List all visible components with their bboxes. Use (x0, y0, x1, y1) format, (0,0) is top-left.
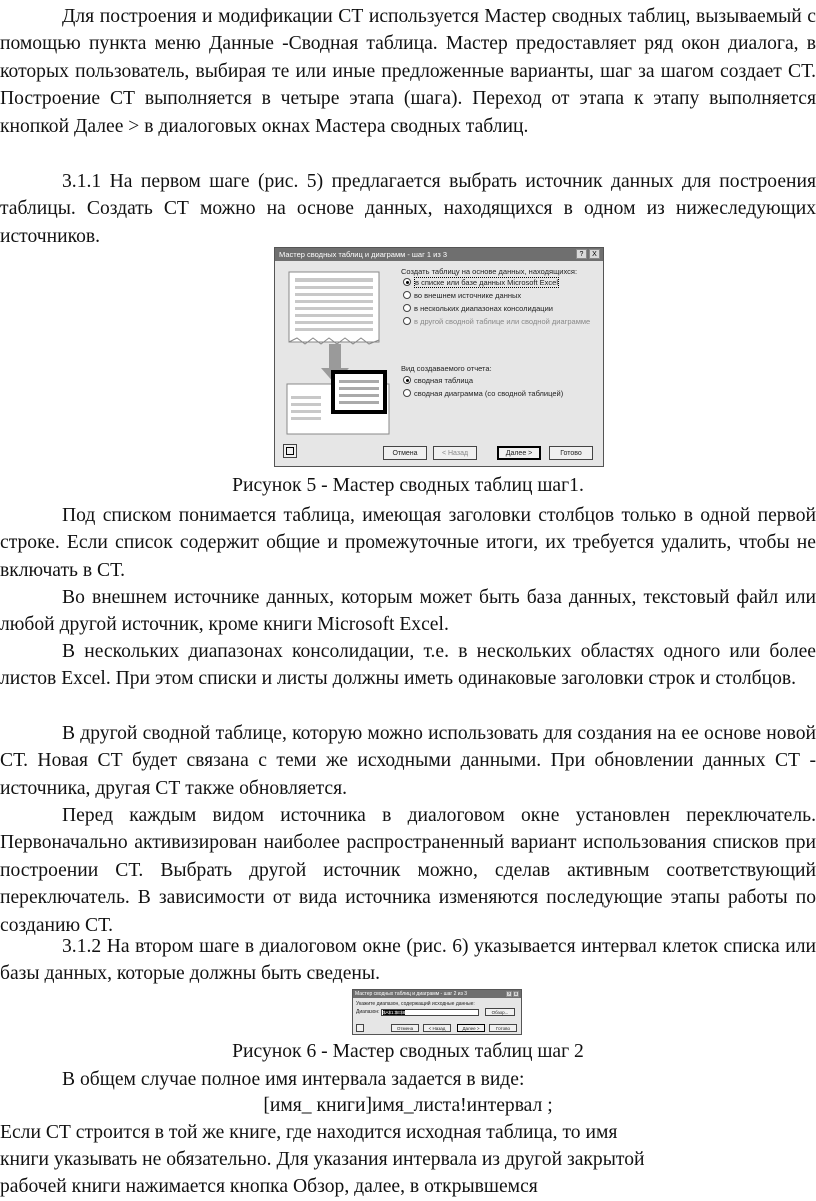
radio-selected-icon (403, 376, 411, 384)
paragraph-interval-name: В общем случае полное имя интервала задается в виде: (62, 1069, 525, 1090)
radio-icon (403, 317, 411, 325)
dialog-title-bar (275, 248, 603, 261)
radio-selected-icon (403, 278, 411, 286)
close-button[interactable]: X (514, 991, 518, 996)
next-button[interactable]: Далее > (457, 1024, 485, 1032)
office-assistant-icon[interactable] (356, 1024, 364, 1032)
paragraph-wizard-intro: Для построения и модификации СТ используется Мастер сводных таблиц, вызываемый с помощью пункта меню Данные -Сводная таблица. Мастер предоставляет ряд окон диалога, в которых пользователь, выбирая те или иные предложенные варианты, шаг за шагом создает СТ. Построение СТ выполняется в четыре этапа (шага). Переход от этапа к этапу выполняется кнопкой Далее > в диалоговых окнах Мастера сводных таблиц. (0, 6, 816, 137)
paragraph-switch: Перед каждым видом источника в диалоговом окне установлен переключатель. Первоначально активизирован наиболее распространенный вариант использования списков при построении СТ. Выбрать другой источник можно, сделав активным соответствующий переключатель. В зависимости от вида источника изменяются последующие этапы работы по созданию СТ. (0, 805, 816, 936)
pivot-wizard-step1-dialog (274, 247, 604, 467)
next-button[interactable]: Далее > (497, 446, 541, 460)
cancel-button[interactable]: Отмена (383, 446, 427, 460)
close-button[interactable]: X (589, 249, 600, 259)
paragraph-book-line3: рабочей книги нажимается кнопка Обзор, далее, в открывшемся (0, 1176, 538, 1197)
paragraph-external-source: Во внешнем источнике данных, которым может быть база данных, текстовый файл или любой другой источник, кроме книги Microsoft Excel. (0, 587, 816, 636)
paragraph-list-source: Под списком понимается таблица, имеющая заголовки столбцов только в одной первой строке. Если список содержит общие и промежуточные итоги, их требуется удалить, чтобы не включать в СТ. (0, 505, 816, 581)
paragraph-book-line2: книги указывать не обязательно. Для указания интервала из другой закрытой (0, 1149, 645, 1170)
radio-source-other-pivot[interactable]: в другой сводной таблице или сводной диаграмме (403, 317, 590, 326)
interval-formula: [имя_ книги]имя_листа!интервал ; (263, 1095, 553, 1116)
cancel-button[interactable]: Отмена (391, 1024, 419, 1032)
radio-icon (403, 304, 411, 312)
back-button[interactable]: < Назад (433, 446, 477, 460)
radio-icon (403, 291, 411, 299)
paragraph-consolidation-source: В нескольких диапазонах консолидации, т.е. в нескольких областях одного или более листов Excel. При этом списки и листы должны иметь одинаковые заголовки строк и столбцов. (0, 641, 816, 690)
dialog-title: Мастер сводных таблиц и диаграмм - шаг 2 из 3 (355, 991, 468, 997)
radio-source-excel-list[interactable]: в списке или базе данных Microsoft Excel (403, 278, 559, 287)
browse-button[interactable]: Обзор... (485, 1008, 515, 1016)
group-data-source-label: Создать таблицу на основе данных, находящихся: (401, 267, 578, 276)
back-button[interactable]: < Назад (423, 1024, 451, 1032)
radio-icon (403, 389, 411, 397)
dialog-title: Мастер сводных таблиц и диаграмм - шаг 1 из 3 (279, 250, 448, 259)
help-button[interactable]: ? (576, 249, 587, 259)
range-label: Диапазон: (356, 1009, 380, 1015)
figure6-caption: Рисунок 6 - Мастер сводных таблиц шаг 2 (232, 1041, 584, 1062)
figure5-caption: Рисунок 5 - Мастер сводных таблиц шаг1. (232, 475, 584, 496)
dialog-title-bar (353, 990, 521, 998)
range-prompt: Укажите диапазон, содержащий исходные данные: (356, 1001, 475, 1007)
group-report-type-label: Вид создаваемого отчета: (401, 364, 492, 373)
radio-report-pivot-chart[interactable]: сводная диаграмма (со сводной таблицей) (403, 389, 563, 398)
radio-report-pivot-table[interactable]: сводная таблица (403, 376, 473, 385)
finish-button[interactable]: Готово (489, 1024, 517, 1032)
radio-source-consolidation[interactable]: в нескольких диапазонах консолидации (403, 304, 553, 313)
finish-button[interactable]: Готово (549, 446, 593, 460)
pivot-wizard-step2-dialog (352, 989, 522, 1035)
help-button[interactable]: ? (507, 991, 511, 996)
paragraph-other-pivot-source: В другой сводной таблице, которую можно использовать для создания на ее основе новой СТ. Новая СТ будет связана с теми же исходными данными. При обновлении данных СТ - источника, другая СТ также обновляется. (0, 723, 816, 799)
wizard-illustration (283, 268, 395, 438)
paragraph-step1: 3.1.1 На первом шаге (рис. 5) предлагается выбрать источник данных для построения таблицы. Создать СТ можно на основе данных, находящихся в одном из нижеследующих источников. (0, 171, 816, 247)
range-input[interactable]: $A$1:$E$8 (381, 1009, 479, 1016)
radio-source-external[interactable]: во внешнем источнике данных (403, 291, 521, 300)
paragraph-book-line1: Если СТ строится в той же книге, где находится исходная таблица, то имя (0, 1122, 618, 1143)
paragraph-step2: 3.1.2 На втором шаге в диалоговом окне (рис. 6) указывается интервал клеток списка или базы данных, которые должны быть сведены. (0, 936, 816, 985)
office-assistant-icon[interactable] (283, 444, 297, 458)
